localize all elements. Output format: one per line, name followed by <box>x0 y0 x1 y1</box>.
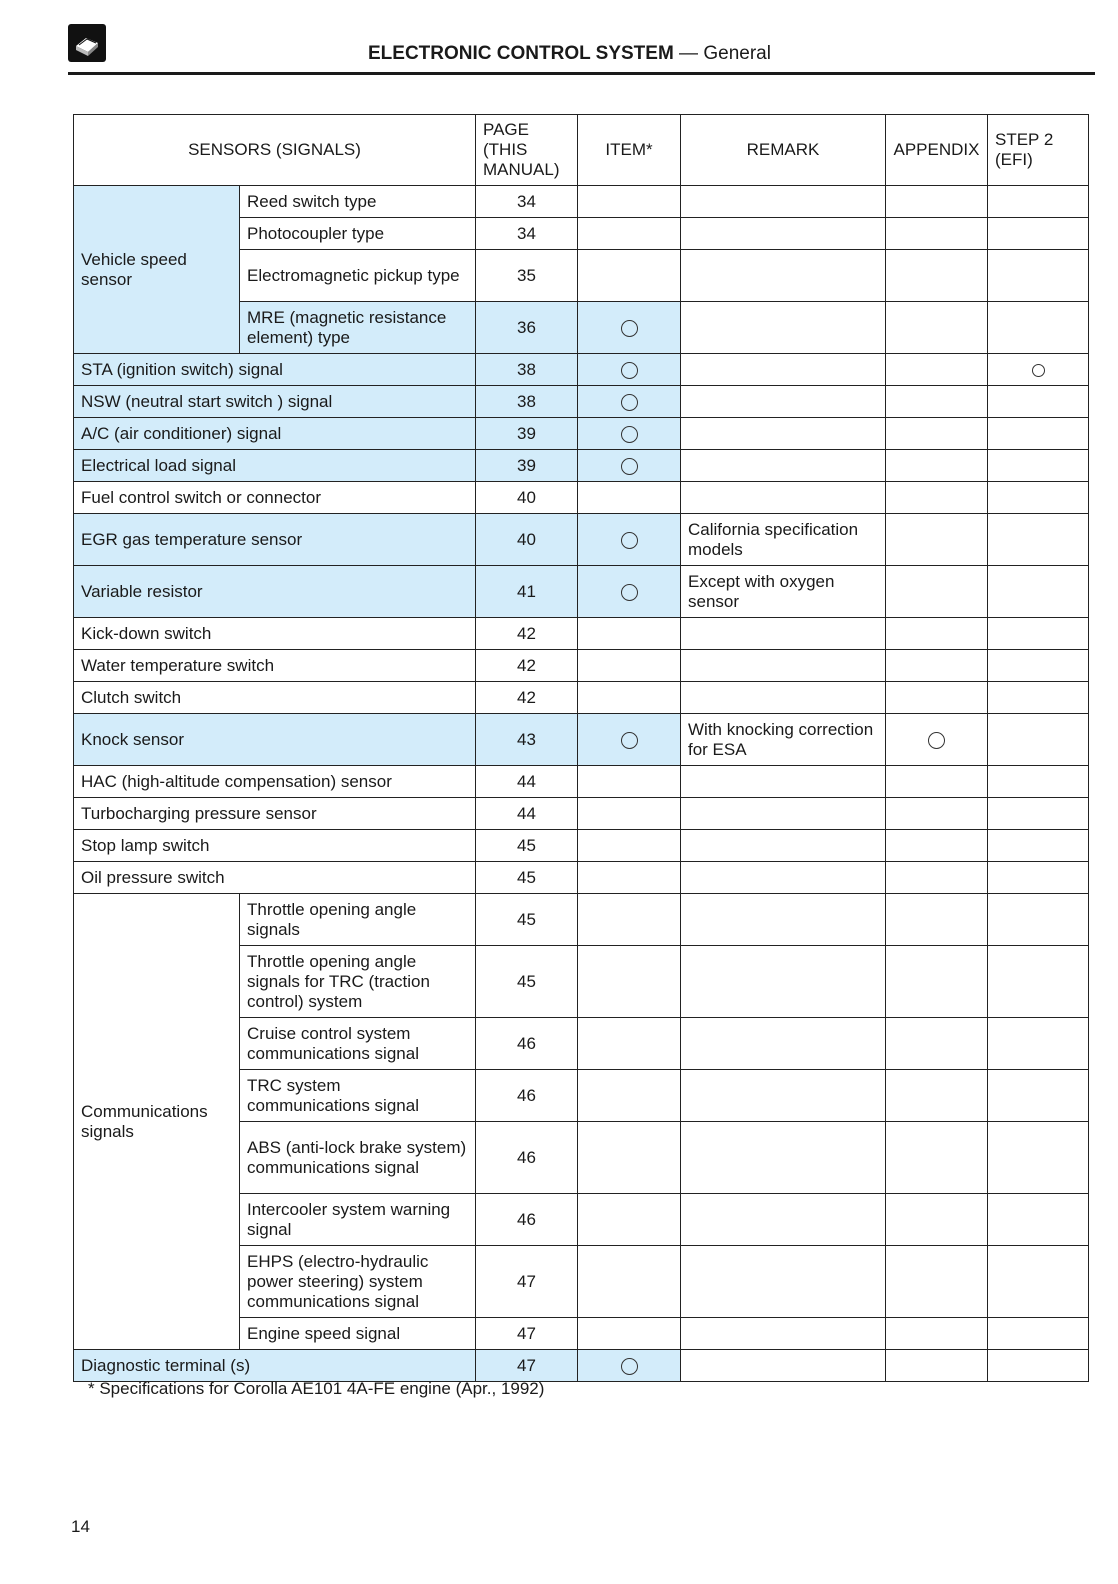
row-appendix <box>886 682 988 714</box>
row-page: 38 <box>476 354 578 386</box>
header-title-normal: General <box>703 43 771 64</box>
footnote: * Specifications for Corolla AE101 4A-FE engine (Apr., 1992) <box>88 1379 545 1398</box>
row-label: Photocoupler type <box>240 218 476 250</box>
row-appendix <box>886 1318 988 1350</box>
row-remark: Except with oxygen sensor <box>681 566 886 618</box>
row-remark <box>681 482 886 514</box>
row-appendix <box>886 830 988 862</box>
row-remark <box>681 798 886 830</box>
row-remark <box>681 1070 886 1122</box>
row-label: Turbocharging pressure sensor <box>74 798 476 830</box>
circle-mark-icon <box>621 1358 638 1375</box>
row-label: Intercooler system warning signal <box>240 1194 476 1246</box>
sensors-table <box>73 114 1089 1382</box>
circle-mark-icon <box>621 532 638 549</box>
row-label: Knock sensor <box>74 714 476 766</box>
row-remark <box>681 1194 886 1246</box>
row-page: 47 <box>476 1246 578 1318</box>
row-step2 <box>988 354 1089 386</box>
row-item <box>578 386 681 418</box>
row-label: HAC (high-altitude compensation) sensor <box>74 766 476 798</box>
row-step2 <box>988 682 1089 714</box>
row-remark <box>681 894 886 946</box>
row-step2 <box>988 418 1089 450</box>
row-remark: California specification models <box>681 514 886 566</box>
row-item <box>578 618 681 650</box>
row-appendix <box>886 946 988 1018</box>
row-page: 45 <box>476 830 578 862</box>
row-item <box>578 1194 681 1246</box>
table-row <box>74 618 1089 650</box>
col-header-step2: STEP 2 (EFI) <box>988 115 1089 186</box>
row-remark <box>681 250 886 302</box>
row-item <box>578 682 681 714</box>
row-step2 <box>988 830 1089 862</box>
row-label: NSW (neutral start switch ) signal <box>74 386 476 418</box>
row-item <box>578 1350 681 1382</box>
col-header-appendix: APPENDIX <box>886 115 988 186</box>
page-header <box>368 43 771 65</box>
row-label: Water temperature switch <box>74 650 476 682</box>
row-remark <box>681 302 886 354</box>
table-row <box>74 650 1089 682</box>
table-row <box>74 186 1089 218</box>
row-page: 46 <box>476 1018 578 1070</box>
table-row <box>74 514 1089 566</box>
group-vehicle-speed-sensor: Vehicle speed sensor <box>74 186 240 354</box>
row-label: STA (ignition switch) signal <box>74 354 476 386</box>
row-item <box>578 450 681 482</box>
row-item <box>578 514 681 566</box>
row-remark <box>681 682 886 714</box>
row-step2 <box>988 566 1089 618</box>
row-label: Clutch switch <box>74 682 476 714</box>
row-remark <box>681 354 886 386</box>
row-label: TRC system communications signal <box>240 1070 476 1122</box>
row-label: Electromagnetic pickup type <box>240 250 476 302</box>
row-remark <box>681 1350 886 1382</box>
row-appendix <box>886 1070 988 1122</box>
row-page: 38 <box>476 386 578 418</box>
table-row <box>74 354 1089 386</box>
row-step2 <box>988 894 1089 946</box>
row-item <box>578 946 681 1018</box>
row-label: EHPS (electro-hydraulic power steering) system communications signal <box>240 1246 476 1318</box>
row-appendix <box>886 302 988 354</box>
row-appendix <box>886 714 988 766</box>
group-communications-signals: Communications signals <box>74 894 240 1350</box>
row-page: 46 <box>476 1194 578 1246</box>
col-header-sensors: SENSORS (SIGNALS) <box>74 115 476 186</box>
row-page: 46 <box>476 1122 578 1194</box>
row-step2 <box>988 302 1089 354</box>
row-step2 <box>988 218 1089 250</box>
circle-mark-icon <box>621 320 638 337</box>
row-item <box>578 482 681 514</box>
table-row <box>74 566 1089 618</box>
row-step2 <box>988 618 1089 650</box>
row-appendix <box>886 894 988 946</box>
row-label: Fuel control switch or connector <box>74 482 476 514</box>
row-remark <box>681 450 886 482</box>
row-appendix <box>886 1246 988 1318</box>
row-label: EGR gas temperature sensor <box>74 514 476 566</box>
row-item <box>578 250 681 302</box>
row-appendix <box>886 514 988 566</box>
row-item <box>578 1070 681 1122</box>
row-appendix <box>886 218 988 250</box>
row-remark <box>681 1318 886 1350</box>
row-step2 <box>988 798 1089 830</box>
row-appendix <box>886 418 988 450</box>
row-appendix <box>886 1018 988 1070</box>
row-step2 <box>988 1350 1089 1382</box>
row-remark <box>681 650 886 682</box>
circle-mark-icon <box>621 394 638 411</box>
row-remark <box>681 186 886 218</box>
row-step2 <box>988 514 1089 566</box>
row-remark <box>681 862 886 894</box>
row-step2 <box>988 862 1089 894</box>
row-remark <box>681 1246 886 1318</box>
circle-mark-icon <box>621 732 638 749</box>
row-step2 <box>988 1070 1089 1122</box>
row-label: Reed switch type <box>240 186 476 218</box>
row-appendix <box>886 186 988 218</box>
header-separator: — <box>673 43 704 64</box>
manual-book-icon <box>68 24 106 62</box>
row-label: Stop lamp switch <box>74 830 476 862</box>
row-remark <box>681 218 886 250</box>
row-page: 42 <box>476 618 578 650</box>
row-page: 41 <box>476 566 578 618</box>
row-appendix <box>886 650 988 682</box>
row-item <box>578 798 681 830</box>
row-label: A/C (air conditioner) signal <box>74 418 476 450</box>
row-step2 <box>988 250 1089 302</box>
row-appendix <box>886 450 988 482</box>
row-appendix <box>886 482 988 514</box>
row-appendix <box>886 386 988 418</box>
row-remark <box>681 386 886 418</box>
row-remark <box>681 830 886 862</box>
col-header-remark: REMARK <box>681 115 886 186</box>
col-header-item: ITEM* <box>578 115 681 186</box>
row-label: ABS (anti-lock brake system) communications signal <box>240 1122 476 1194</box>
row-step2 <box>988 1194 1089 1246</box>
row-page: 47 <box>476 1350 578 1382</box>
row-appendix <box>886 354 988 386</box>
table-row <box>74 862 1089 894</box>
table-row <box>74 682 1089 714</box>
table-row <box>74 386 1089 418</box>
row-step2 <box>988 482 1089 514</box>
row-page: 40 <box>476 482 578 514</box>
header-rule <box>68 72 1095 75</box>
row-label: Variable resistor <box>74 566 476 618</box>
row-item <box>578 894 681 946</box>
row-page: 42 <box>476 650 578 682</box>
table-row <box>74 418 1089 450</box>
row-step2 <box>988 946 1089 1018</box>
row-page: 40 <box>476 514 578 566</box>
row-appendix <box>886 798 988 830</box>
row-item <box>578 418 681 450</box>
row-remark: With knocking correction for ESA <box>681 714 886 766</box>
row-item <box>578 1246 681 1318</box>
row-page: 47 <box>476 1318 578 1350</box>
row-remark <box>681 946 886 1018</box>
row-page: 45 <box>476 946 578 1018</box>
header-title-bold: ELECTRONIC CONTROL SYSTEM <box>368 43 674 64</box>
row-item <box>578 862 681 894</box>
row-step2 <box>988 1246 1089 1318</box>
circle-mark-icon <box>928 732 945 749</box>
row-page: 36 <box>476 302 578 354</box>
row-page: 44 <box>476 798 578 830</box>
row-remark <box>681 1018 886 1070</box>
row-remark <box>681 766 886 798</box>
row-label: Throttle opening angle signals <box>240 894 476 946</box>
row-item <box>578 354 681 386</box>
col-header-page: PAGE (THIS MANUAL) <box>476 115 578 186</box>
row-step2 <box>988 766 1089 798</box>
row-page: 42 <box>476 682 578 714</box>
row-item <box>578 218 681 250</box>
row-appendix <box>886 566 988 618</box>
row-step2 <box>988 186 1089 218</box>
table-row <box>74 1350 1089 1382</box>
row-item <box>578 1018 681 1070</box>
row-step2 <box>988 1318 1089 1350</box>
table-row <box>74 766 1089 798</box>
row-label: Throttle opening angle signals for TRC (traction control) system <box>240 946 476 1018</box>
row-step2 <box>988 650 1089 682</box>
row-item <box>578 650 681 682</box>
circle-mark-icon <box>1032 364 1045 377</box>
row-remark <box>681 418 886 450</box>
row-appendix <box>886 618 988 650</box>
row-item <box>578 186 681 218</box>
row-step2 <box>988 1122 1089 1194</box>
row-page: 34 <box>476 186 578 218</box>
page-number: 14 <box>71 1517 90 1536</box>
row-item <box>578 566 681 618</box>
row-page: 34 <box>476 218 578 250</box>
row-label: Diagnostic terminal (s) <box>74 1350 476 1382</box>
row-label: Cruise control system communications signal <box>240 1018 476 1070</box>
row-appendix <box>886 250 988 302</box>
row-item <box>578 302 681 354</box>
row-label: Electrical load signal <box>74 450 476 482</box>
row-step2 <box>988 1018 1089 1070</box>
table-row <box>74 482 1089 514</box>
row-page: 39 <box>476 450 578 482</box>
table-row <box>74 798 1089 830</box>
row-step2 <box>988 450 1089 482</box>
row-label: Kick-down switch <box>74 618 476 650</box>
row-page: 45 <box>476 894 578 946</box>
row-step2 <box>988 386 1089 418</box>
row-page: 43 <box>476 714 578 766</box>
row-appendix <box>886 1194 988 1246</box>
table-header-row <box>74 115 1089 186</box>
circle-mark-icon <box>621 584 638 601</box>
row-page: 44 <box>476 766 578 798</box>
circle-mark-icon <box>621 362 638 379</box>
circle-mark-icon <box>621 458 638 475</box>
row-label: Engine speed signal <box>240 1318 476 1350</box>
row-page: 45 <box>476 862 578 894</box>
row-appendix <box>886 766 988 798</box>
row-appendix <box>886 1350 988 1382</box>
row-page: 35 <box>476 250 578 302</box>
row-appendix <box>886 862 988 894</box>
row-item <box>578 1318 681 1350</box>
table-row <box>74 830 1089 862</box>
table-row <box>74 714 1089 766</box>
row-label: MRE (magnetic resistance element) type <box>240 302 476 354</box>
table-row <box>74 450 1089 482</box>
row-label: Oil pressure switch <box>74 862 476 894</box>
circle-mark-icon <box>621 426 638 443</box>
row-remark <box>681 618 886 650</box>
row-appendix <box>886 1122 988 1194</box>
table-row <box>74 894 1089 946</box>
row-page: 46 <box>476 1070 578 1122</box>
row-item <box>578 766 681 798</box>
row-page: 39 <box>476 418 578 450</box>
row-item <box>578 1122 681 1194</box>
row-remark <box>681 1122 886 1194</box>
row-item <box>578 830 681 862</box>
row-step2 <box>988 714 1089 766</box>
row-item <box>578 714 681 766</box>
